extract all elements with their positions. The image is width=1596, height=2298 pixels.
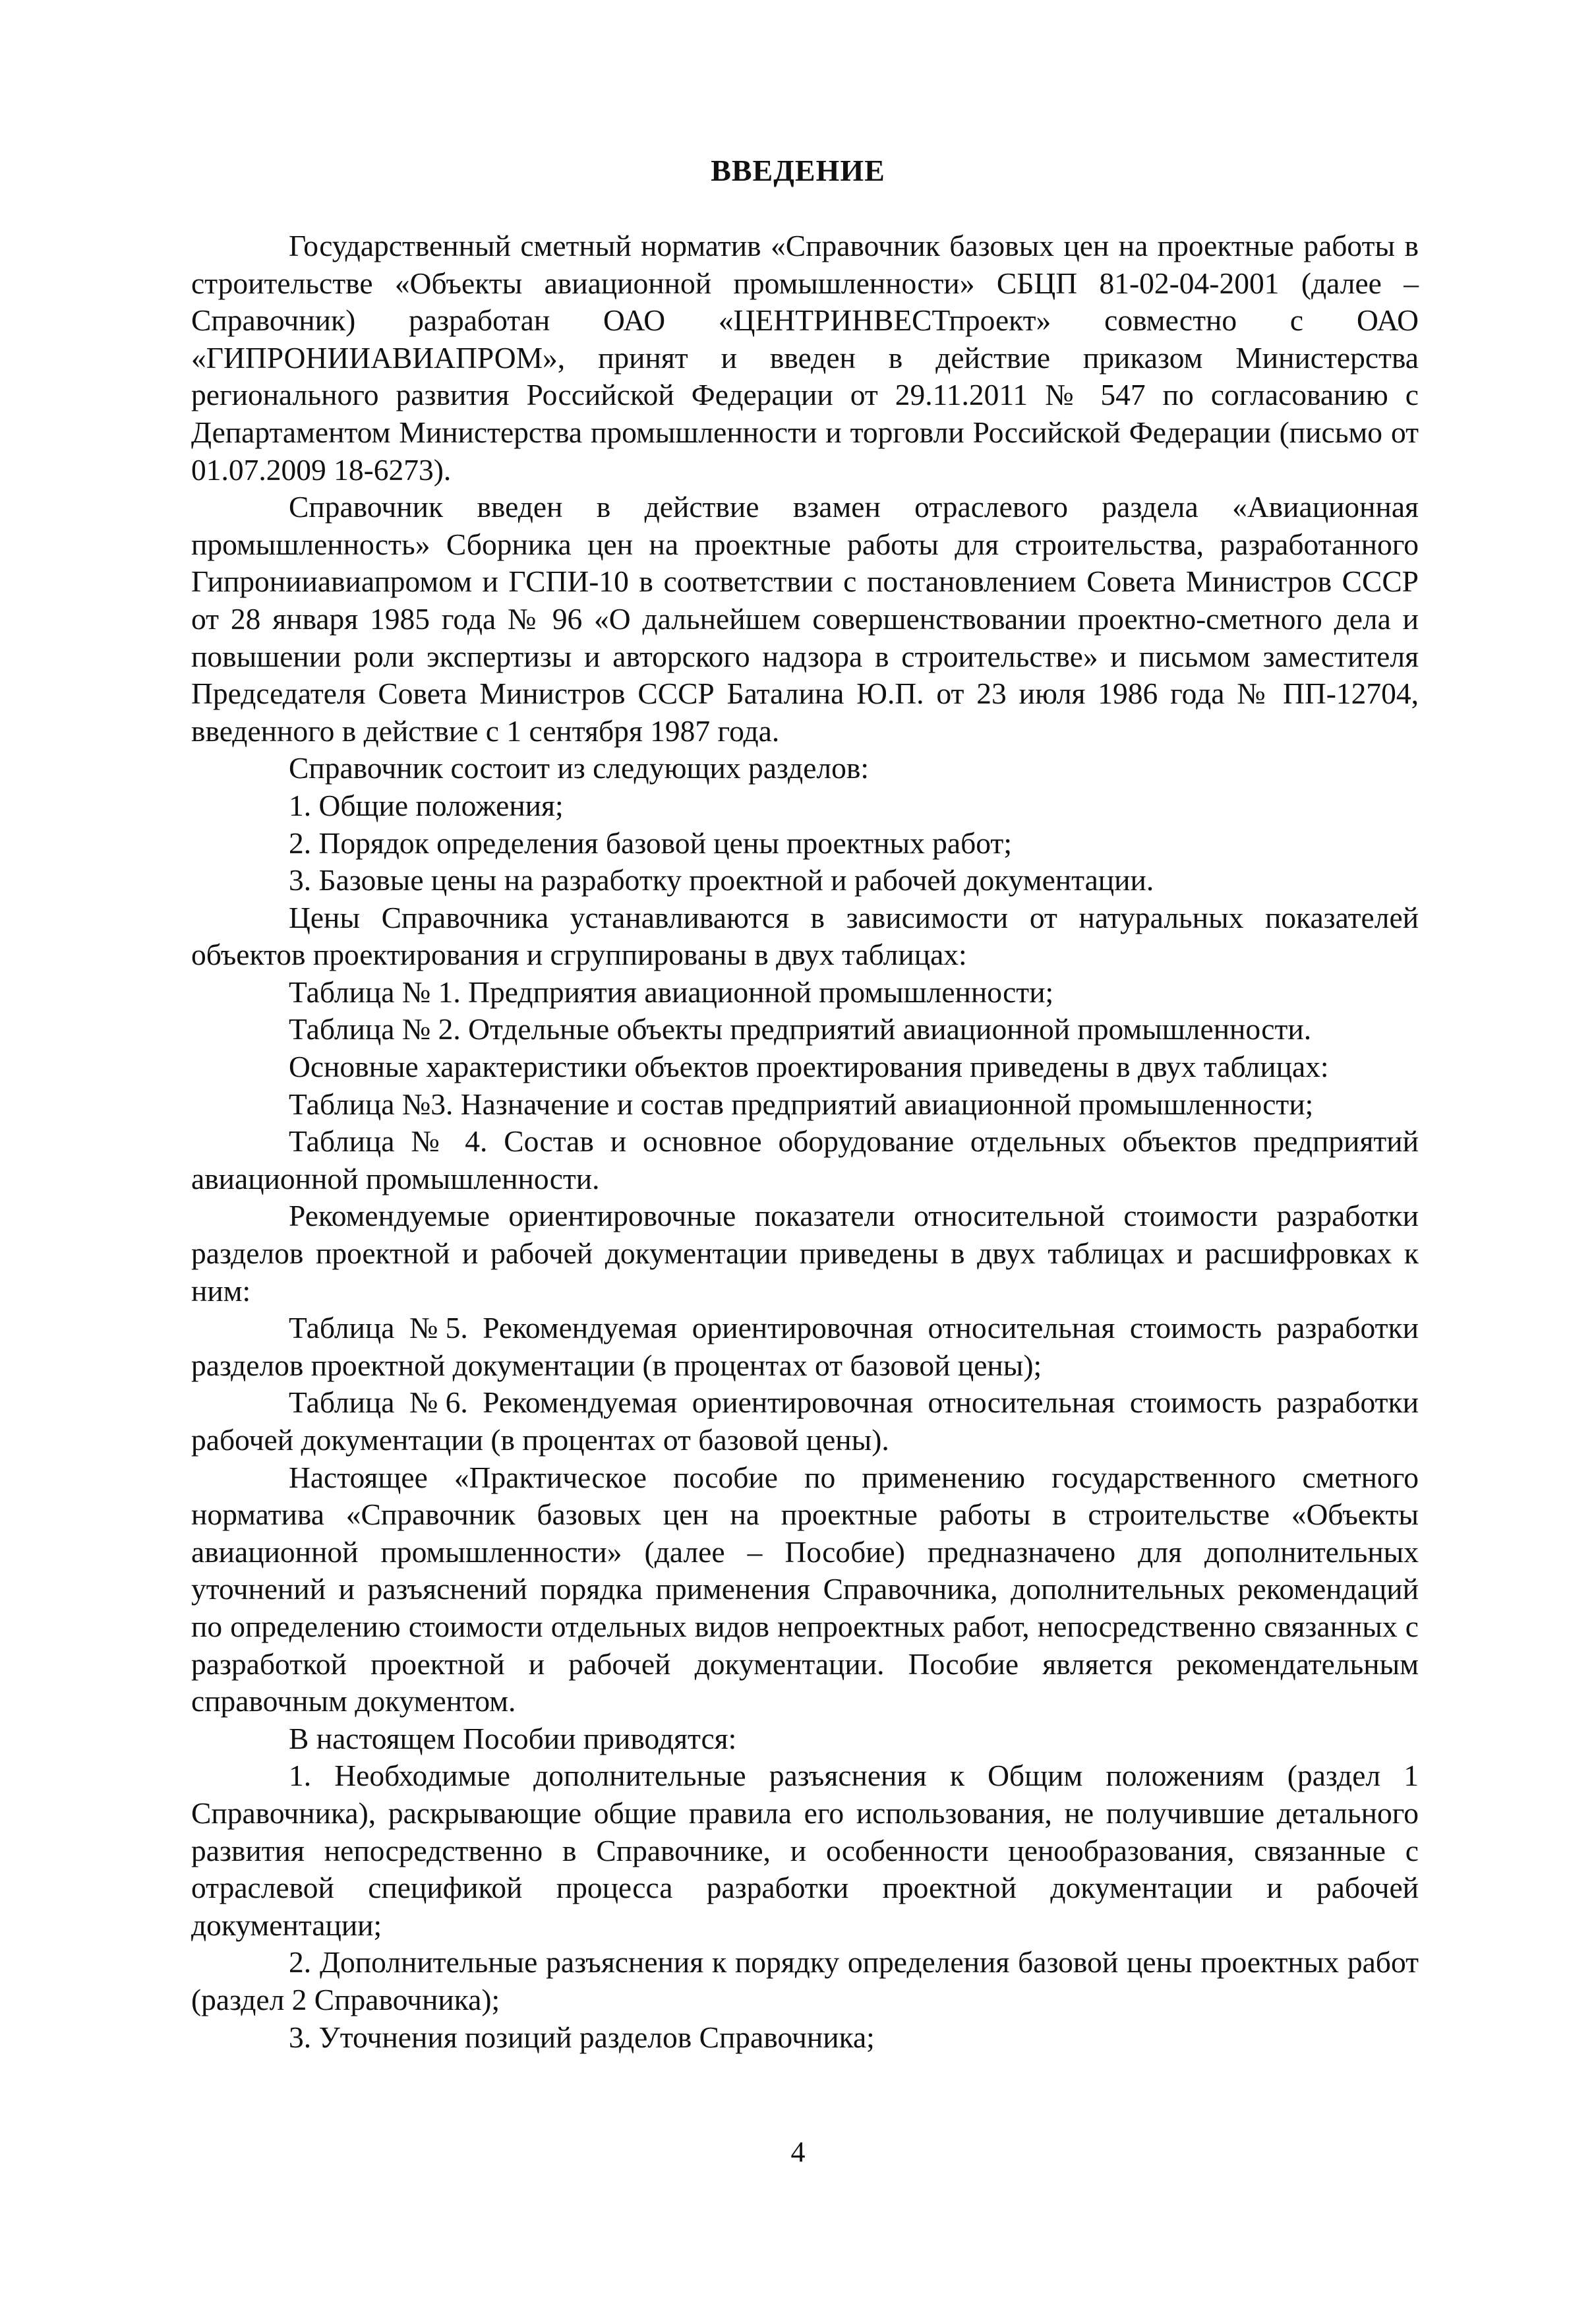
list-item: 2. Порядок определения базовой цены проектных работ; xyxy=(289,826,1012,860)
paragraph: В настоящем Пособии приводятся: xyxy=(289,1721,737,1755)
paragraph: Основные характеристики объектов проектирования приведены в двух таблицах: xyxy=(289,1050,1329,1084)
list-item: Таблица № 1. Предприятия авиационной промышленности; xyxy=(289,975,1054,1009)
paragraph: Государственный сметный норматив «Справочник базовых цен на проектные работы в строительстве «Объекты авиационной промышленности» СБЦП 81-02-04-2001 (далее – Справочник) разработан ОАО «ЦЕНТРИНВЕСТпроект» совместно с ОАО «ГИПРОНИИАВИАПРОМ», принят и введен в действие приказом Министерства регионального развития Российской Федерации от 29.11.2011 № 547 по согласованию с Департаментом Министерства промышленности и торговли Российской Федерации (письмо от 01.07.2009 18-6273). xyxy=(191,229,1419,487)
paragraph: Рекомендуемые ориентировочные показатели относительной стоимости разработки разделов проектной и рабочей документации приведены в двух таблицах и расшифровках к ним: xyxy=(191,1199,1419,1308)
document-body xyxy=(191,227,1419,2056)
list-item: Таблица №5. Рекомендуемая ориентировочная относительная стоимость разработки разделов проектной документации (в процентах от базовой цены); xyxy=(191,1311,1419,1382)
list-item: Таблица №3. Назначение и состав предприятий авиационной промышленности; xyxy=(289,1087,1314,1121)
list-item: 1. Необходимые дополнительные разъяснения к Общим положениям (раздел 1 Справочника), раскрывающие общие правила его использования, не получившие детального развития непосредственно в Справочнике, и особенности ценообразования, связанные с отраслевой спецификой процесса разработки проектной документации и рабочей документации; xyxy=(191,1759,1419,1942)
list-item: 1. Общие положения; xyxy=(289,788,564,822)
list-item: Таблица № 4. Состав и основное оборудование отдельных объектов предприятий авиационной промышленности. xyxy=(191,1124,1419,1195)
list-item: Таблица №6. Рекомендуемая ориентировочная относительная стоимость разработки рабочей документации (в процентах от базовой цены). xyxy=(191,1385,1419,1457)
list-item: 3. Уточнения позиций разделов Справочника; xyxy=(289,2020,875,2054)
paragraph: Цены Справочника устанавливаются в зависимости от натуральных показателей объектов проектирования и сгруппированы в двух таблицах: xyxy=(191,900,1419,972)
list-item: 3. Базовые цены на разработку проектной и рабочей документации. xyxy=(289,863,1154,897)
page-title: ВВЕДЕНИЕ xyxy=(711,154,885,187)
page-number: 4 xyxy=(790,2136,806,2168)
paragraph: Справочник введен в действие взамен отраслевого раздела «Авиационная промышленность» Сборника цен на проектные работы для строительства, разработанного Гипронииавиапромом и ГСПИ-10 в соответствии с постановлением Совета Министров СССР от 28 января 1985 года № 96 «О дальнейшем совершенствовании проектно-сметного дела и повышении роли экспертизы и авторского надзора в строительстве» и письмом заместителя Председателя Совета Министров СССР Баталина Ю.П. от 23 июля 1986 года № ПП-12704, введенного в действие с 1 сентября 1987 года. xyxy=(191,490,1419,748)
paragraph: Справочник состоит из следующих разделов: xyxy=(289,751,869,785)
paragraph: Настоящее «Практическое пособие по применению государственного сметного норматива «Справочник базовых цен на проектные работы в строительстве «Объекты авиационной промышленности» (далее – Пособие) предназначено для дополнительных уточнений и разъяснений порядка применения Справочника, дополнительных рекомендаций по определению стоимости отдельных видов непроектных работ, непосредственно связанных с разработкой проектной и рабочей документации. Пособие является рекомендательным справочным документом. xyxy=(191,1460,1419,1718)
list-item: 2. Дополнительные разъяснения к порядку определения базовой цены проектных работ (раздел 2 Справочника); xyxy=(191,1945,1419,2016)
list-item: Таблица № 2. Отдельные объекты предприятий авиационной промышленности. xyxy=(289,1012,1312,1046)
